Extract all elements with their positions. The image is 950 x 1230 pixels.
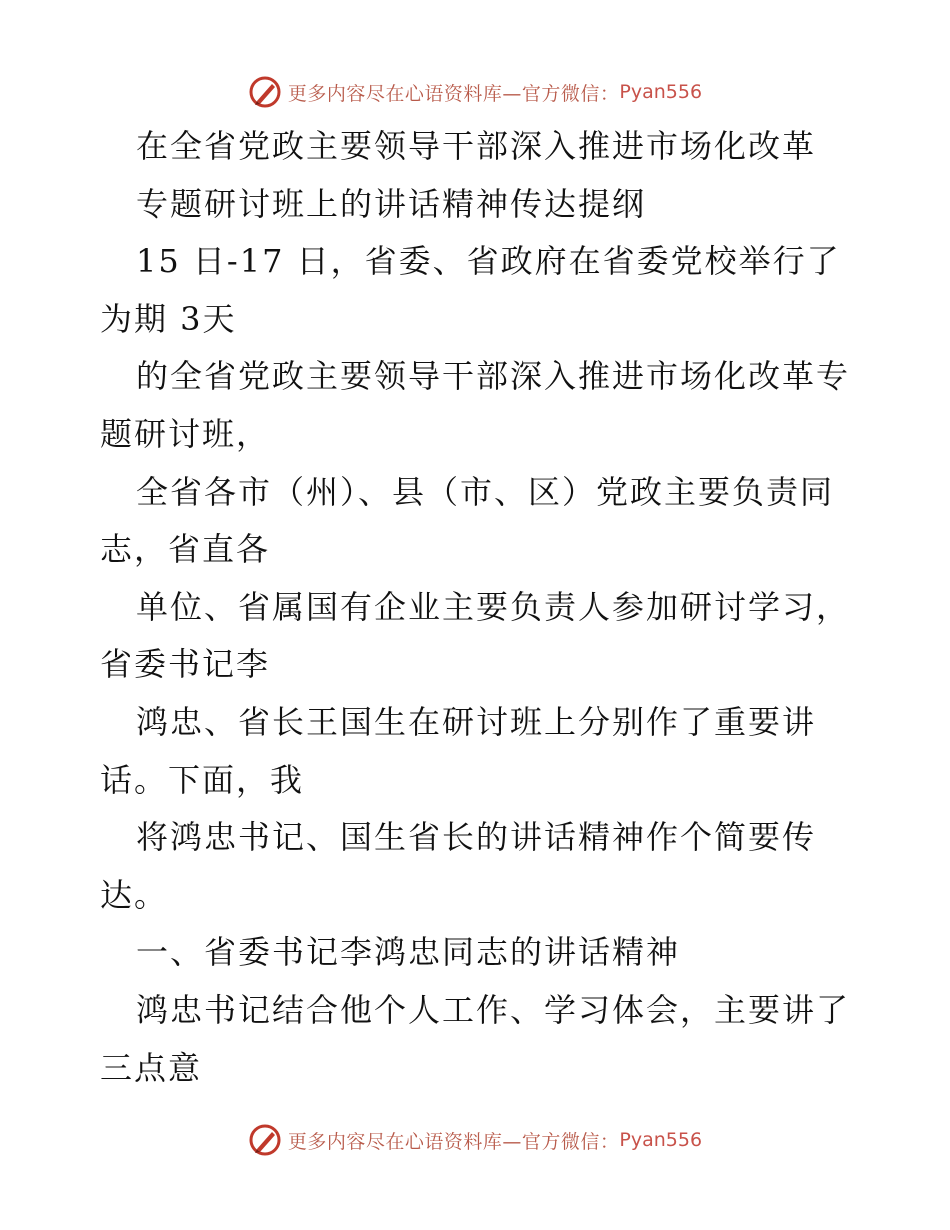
paragraph-line: 鸿忠、省长王国生在研讨班上分别作了重要讲 xyxy=(136,702,817,741)
title-line-2: 专题研讨班上的讲话精神传达提纲 xyxy=(136,184,647,223)
paragraph-line: 全省各市（州）、县（市、区）党政主要负责同 xyxy=(136,472,835,511)
header-banner xyxy=(0,70,950,114)
paragraph-line: 15 日-17 日，省委、省政府在省委党校举行了 xyxy=(136,242,841,281)
section-heading: 一、省委书记李鸿忠同志的讲话精神 xyxy=(136,933,681,972)
banner-text: 更多内容尽在心语资料库—官方微信： xyxy=(287,82,620,105)
document-body xyxy=(100,118,860,1097)
paragraph-line: 省委书记李 xyxy=(100,645,271,684)
paragraph-line: 鸿忠书记结合他个人工作、学习体会，主要讲了 xyxy=(136,990,851,1029)
paragraph-line: 志，省直各 xyxy=(100,530,271,569)
banner-wechat-id: Pyan556 xyxy=(619,1129,703,1151)
paragraph-line: 话。下面，我 xyxy=(100,760,305,799)
title-line-1: 在全省党政主要领导干部深入推进市场化改革 xyxy=(136,127,817,165)
pen-logo-icon xyxy=(248,75,282,109)
paragraph-line: 为期 3天 xyxy=(100,299,237,338)
paragraph-line: 单位、省属国有企业主要负责人参加研讨学习， xyxy=(136,587,851,626)
banner-text: 更多内容尽在心语资料库—官方微信： xyxy=(287,1130,620,1153)
paragraph-line: 三点意 xyxy=(100,1048,203,1087)
paragraph-line: 题研讨班， xyxy=(100,414,271,453)
footer-banner xyxy=(0,1118,950,1162)
paragraph-line: 将鸿忠书记、国生省长的讲话精神作个简要传 xyxy=(136,818,817,857)
paragraph-line: 达。 xyxy=(100,875,169,914)
banner-wechat-id: Pyan556 xyxy=(619,81,703,103)
pen-logo-icon xyxy=(248,1123,282,1157)
paragraph-line: 的全省党政主要领导干部深入推进市场化改革专 xyxy=(136,357,851,396)
